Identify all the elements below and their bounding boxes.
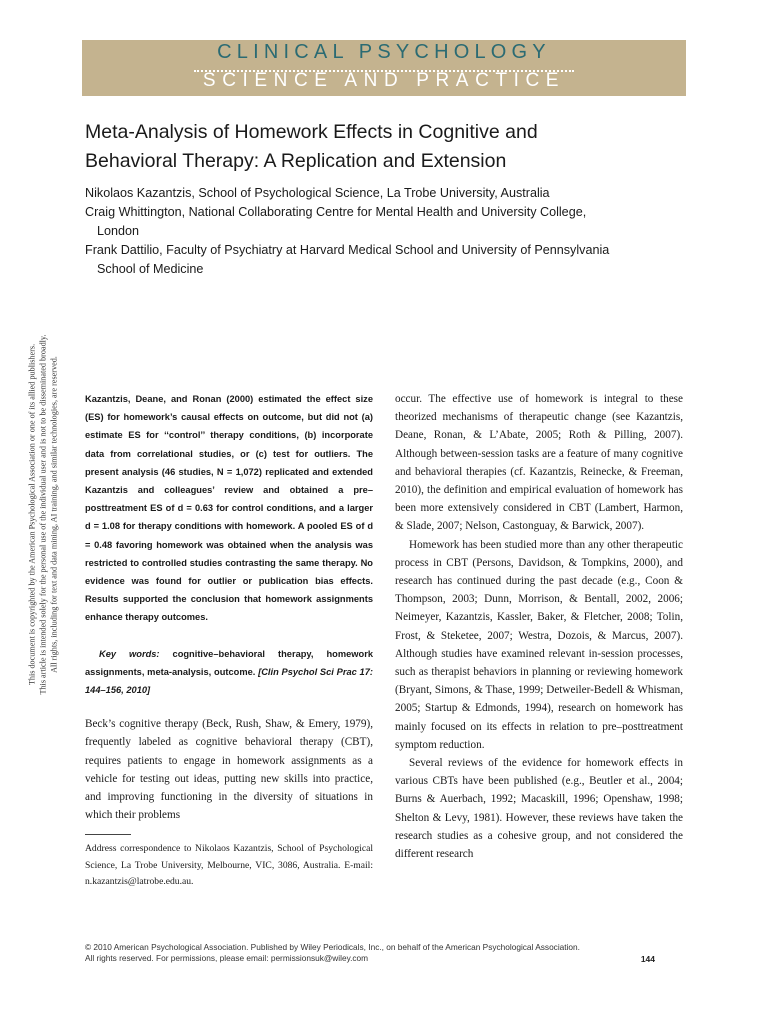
author-3-cont: School of Medicine — [97, 262, 204, 276]
copyright-side-notice — [27, 260, 60, 770]
article-title — [85, 118, 685, 176]
paragraph-2: Homework has been studied more than any other therapeutic process in CBT (Persons, Davidson, & Tompkins, 2000), and research has continued during the past decade (e.g., Coon & Thompson, 2003; Dunn, Morrison, & Bentall, 2002, 2006; Neimeyer, Kazantzis, Kassler, Baker, & Fletcher, 2008; Tolin, Frost, & Steketee, 2007; Westra, Dozois, & Marcus, 2007). Although studies have examined relevant in-session processes, such as therapist behaviors in planning or reviewing homework (Bryant, Simons, & Thase, 1999; Detweiler-Bedell & Whisman, 2005; Startup & Edmonds, 1994), research on homework has mainly focused on its effects in relation to pre–posttreatment symptom reduction. — [395, 538, 683, 751]
journal-name: CLINICAL PSYCHOLOGY — [217, 41, 551, 63]
citation: [Clin Psychol Sci Prac 17: 144–156, 2010] — [85, 667, 373, 696]
body-text-left: Beck’s cognitive therapy (Beck, Rush, Shaw, & Emery, 1979), frequently labeled as cognitive behavioral therapy (CBT), requires patients to engage in homework assignments as a vehicle for testing out ideas, putting new skills into practice, and improving functioning in the diversity of situations in which their problems — [85, 718, 373, 822]
correspondence-footnote: Address correspondence to Nikolaos Kazantzis, School of Psychological Science, La Trobe University, Melbourne, VIC, 3086, Australia. E-mail: n.kazantzis@latrobe.edu.au. — [85, 843, 373, 887]
title-line-1: Meta-Analysis of Homework Effects in Cognitive and — [85, 121, 538, 143]
copyright-line-2: All rights reserved. For permissions, please email: permissionsuk@wiley.com — [85, 953, 369, 963]
author-list — [85, 184, 685, 279]
paragraph-3: Several reviews of the evidence for homework effects in various CBTs have been published (e.g., Beutler et al., 2004; Burns & Auerbach, 1992; Macaskill, 1996; Openshaw, 1998; Shelton & Levy, 1981). However, these reviews have taken the research studies as a cohesive group, and not considered the different research — [395, 757, 683, 861]
copyright-line-1: © 2010 American Psychological Association. Published by Wiley Periodicals, Inc., on behalf of the American Psychological Association. — [85, 942, 580, 952]
author-3: Frank Dattilio, Faculty of Psychiatry at Harvard Medical School and University of Pennsylvania — [85, 243, 610, 257]
keywords — [85, 645, 373, 700]
keywords-label: Key words: — [99, 649, 160, 659]
footnote-rule — [85, 834, 131, 835]
abstract: Kazantzis, Deane, and Ronan (2000) estimated the effect size (ES) for homework’s causal effects on outcome, but did not (a) estimate ES for ‘‘control’’ therapy conditions, (b) incorporate data from correlational studies, or (c) test for outliers. The present analysis (46 studies, N = 1,072) replicated and extended Kazantzis and colleagues’ review and obtained a pre–posttreatment ES of d = 0.63 for control conditions, and a larger d = 1.08 for therapy conditions with homework. A pooled ES of d = 0.48 favoring homework was obtained when the analysis was restricted to controlled studies contrasting the same therapy. No evidence was found for outlier or publication bias effects. Results supported the conclusion that homework assignments enhance therapy outcomes. — [85, 394, 373, 623]
paragraph-1: occur. The effective use of homework is integral to these theorized mechanisms of therapeutic change (see Kazantzis, Deane, Ronan, & L’Abate, 2005; Roth & Pilling, 2007). Although between-session tasks are a feature of many cognitive and behavioral therapies (cf. Kazantzis, Reinecke, & Freeman, 2010), the definition and empirical evaluation of homework has been more extensively considered in CBT (Lambert, Harmon, & Slade, 2007; Nelson, Castonguay, & Barwick, 2007). — [395, 393, 683, 533]
journal-subtitle: SCIENCE AND PRACTICE — [202, 70, 566, 91]
side-notice-line-3: All rights, including for text and data mining, AI training, and similar technologies, are reserved. — [49, 356, 59, 673]
author-1: Nikolaos Kazantzis, School of Psychological Science, La Trobe University, Australia — [85, 186, 550, 200]
page-number: 144 — [640, 954, 655, 964]
side-notice-line-2: This article is intended solely for the personal use of the individual user and is not to be disseminated broadly. — [38, 334, 48, 695]
title-line-2: Behavioral Therapy: A Replication and Extension — [85, 150, 507, 172]
keywords-list: cognitive–behavioral therapy, homework assignments, meta-analysis, outcome. — [85, 649, 373, 678]
copyright-footer — [85, 942, 605, 964]
body-text-right — [395, 390, 683, 863]
journal-banner — [82, 40, 686, 96]
side-notice-line-1: This document is copyrighted by the American Psychological Association or one of its allied publishers. — [27, 343, 37, 686]
author-2: Craig Whittington, National Collaborating Centre for Mental Health and University College, — [85, 205, 587, 219]
author-2-cont: London — [97, 224, 140, 238]
